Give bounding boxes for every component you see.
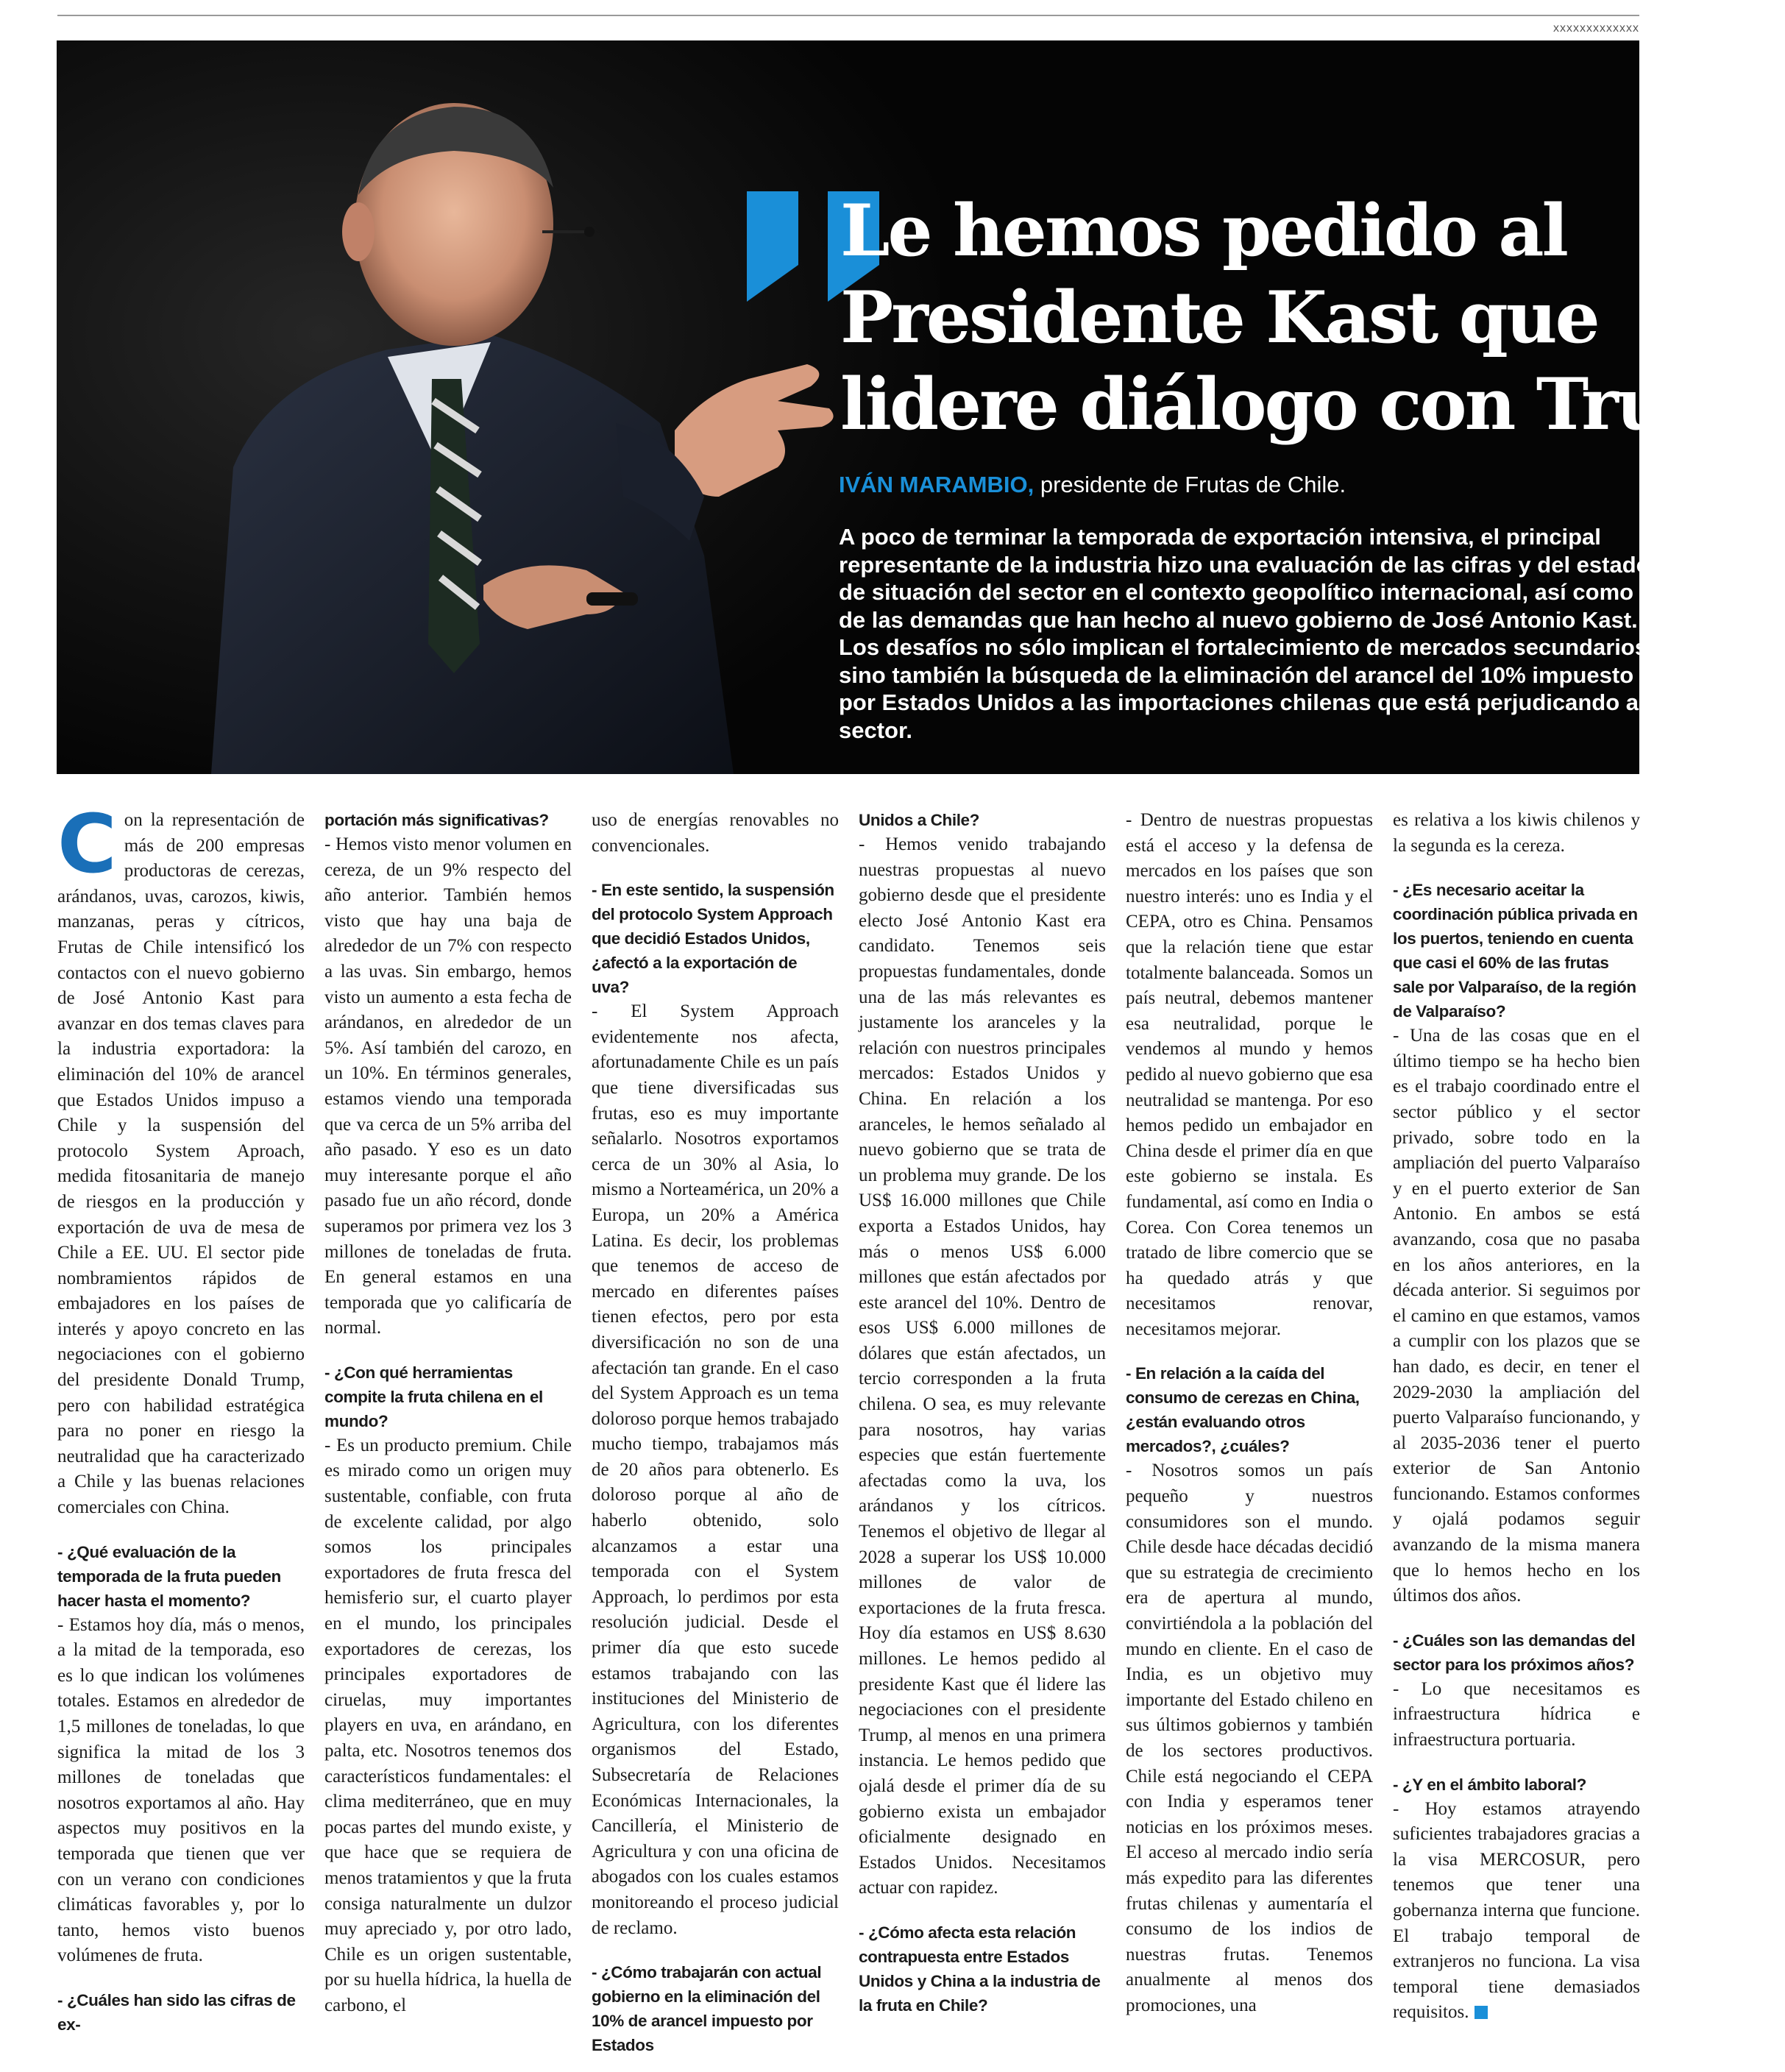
- question: - ¿Cuáles son las demandas del sector para los próximos años?: [1393, 1631, 1636, 1674]
- headline-line: Le hemos pedido al: [840, 189, 1566, 272]
- byline-name: IVÁN MARAMBIO,: [839, 472, 1035, 497]
- question: - ¿Cuáles han sido las cifras de ex-: [57, 1990, 296, 2034]
- answer: - Lo que necesitamos es infraestructura hídrica e infraestructura portuaria.: [1393, 1678, 1640, 1750]
- question: - En relación a la caída del consumo de cerezas en China, ¿están evaluando otros mercados?, ¿cuáles?: [1126, 1364, 1360, 1456]
- headline: [840, 188, 1785, 448]
- answer: - Dentro de nuestras propuestas está el acceso y la defensa de mercados en los países que son nuestro interés: uno es India y el CEPA, otro es China. Pensamos que la relación tiene que estar totalmente balanceada. Somos un país neutral, debemos mantener esa neutralidad, porque le vendemos al mundo y hemos pedido al nuevo gobierno que esa neutralidad se mantenga. Por eso hemos pedido un embajador en China desde el primer día en que este gobierno se instala. Es fundamental, así como en India o Corea. Con Corea tenemos un tratado de libre comercio que se ha quedado atrás y que necesitamos renovar, necesitamos mejorar.: [1126, 810, 1373, 1339]
- answer-continued: uso de energías renovables no convencionales.: [592, 810, 839, 856]
- answer: - Nosotros somos un país pequeño y nuestros consumidores son el mundo. Chile desde hace décadas decidió que su estrategia de crecimiento era de apertura al mundo, convirtiéndola a la población del mundo en cliente. En el caso de India, es un objetivo muy importante del Estado chileno en sus últimos gobiernos y también de los sectores productivos. Chile está negociando el CEPA con India y esperamos tener noticias en los próximos meses. El acceso al mercado indio sería más expedito para las diferentes frutas chilenas y aumentaría el consumo de los indios de nuestras frutas. Tenemos anualmente al menos dos promociones, una: [1126, 1461, 1373, 2015]
- hero-banner: [57, 40, 1785, 774]
- answer-text: - Hoy estamos atrayendo suficientes trabajadores gracias a la visa MERCOSUR, pero tenemos que tener una gobernanza interna que funcione. El trabajo temporal de extranjeros no funciona. La visa temporal tiene demasiados requisitos.: [1393, 1798, 1640, 2023]
- column-2: [324, 808, 572, 2019]
- answer: - Hemos venido trabajando nuestras propuestas al nuevo gobierno desde que el presidente electo José Antonio Kast era candidato. Tenemos seis propuestas fundamentales, donde una de las más relevantes es justamente los aranceles y la relación con nuestros principales mercados: Estados Unidos y China. En relación a los aranceles, le hemos señalado al nuevo gobierno que se trata de un problema muy grande. De los US$ 16.000 millones que Chile exporta a Estados Unidos, hay más o menos US$ 6.000 millones que están afectados por este arancel del 10%. Dentro de esos US$ 6.000 millones de dólares que están afectados, un tercio corresponden a la fruta chilena. O sea, es muy relevante para nosotros, hay varias especies que están fuertemente afectadas como la uva, los arándanos y los cítricos. Tenemos el objetivo de llegar al 2028 a superar los US$ 10.000 millones de valor de exportaciones de la fruta fresca. Hoy día estamos en US$ 8.630 millones. Le hemos pedido al presidente Kast que él lidere las negociaciones con el presidente Trump, al menos en una primera instancia. Le hemos pedido que ojalá desde el primer día de su gobierno exista un embajador oficialmente designado en Estados Unidos. Necesitamos actuar con rapidez.: [859, 834, 1106, 1898]
- answer-continued: es relativa a los kiwis chilenos y la segunda es la cereza.: [1393, 810, 1640, 856]
- column-4: [859, 808, 1106, 2018]
- byline-role: presidente de Frutas de Chile.: [1034, 472, 1346, 497]
- question: - ¿Con qué herramientas compite la fruta chilena en el mundo?: [324, 1363, 543, 1430]
- question: - ¿Y en el ámbito laboral?: [1393, 1775, 1586, 1794]
- top-rule: [57, 15, 1639, 16]
- answer: - Es un producto premium. Chile es mirado como un origen muy sustentable, confiable, con fruta de excelente calidad, por algo somos los principales exportadores de fruta fresca del hemisferio sur, el cuarto player en el mundo, los principales exportadores de cerezas, los principales exportadores de ciruelas, muy importantes players en uva, en arándano, en palta, etc. Nosotros tenemos dos característicos fundamentales: el clima mediterráneo, que en muy pocas partes del mundo existe, y que hace que se requiera de menos tratamientos y que la fruta consiga naturalmente un dulzor muy apreciado y, por otro lado, Chile es un origen sustentable, por su huella hídrica, la huella de carbono, el: [324, 1435, 572, 2015]
- answer: - Una de las cosas que en el último tiempo se ha hecho bien es el trabajo coordinado entre el sector público y el sector privado, sobre todo en la ampliación del puerto Valparaíso y en el puerto exterior de San Antonio. En ambos se está avanzando, cosa que no pasaba en los años anteriores, en la década anterior. Si seguimos por el camino en que estamos, vamos a cumplir con los plazos que se han dado, es decir, en tener el 2029-2030 la ampliación del puerto Valparaíso funcionando, y al 2035-2036 tener el puerto exterior de San Antonio funcionando. Estamos conformes y ojalá podamos seguir avanzando de la misma manera que lo hemos hecho en los últimos dos años.: [1393, 1026, 1640, 1606]
- question-continued: Unidos a Chile?: [859, 811, 980, 829]
- article-body: [57, 797, 1640, 2059]
- intro-text: on la representación de más de 200 empresas productoras de cerezas, arándanos, uvas, carozos, kiwis, manzanas, peras y cítricos, Frutas de Chile intensificó los contactos con el nuevo gobierno de José Antonio Kast para avanzar en dos temas claves para la industria exportadora: la eliminación del 10% de arancel que Estados Unidos impuso a Chile y la suspensión del protocolo System Aproach, medida fitosanitaria de manejo de riesgos en la producción y exportación de uva de mesa de Chile a EE. UU. El sector pide nombramientos rápidos de embajadores en los países de interés y apoyo concreto en las negociaciones con el gobierno del presidente Donald Trump, pero con habilidad estratégica para no poner en riesgo la neutralidad que ha caracterizado a Chile y las buenas relaciones comerciales con China.: [57, 810, 305, 1518]
- question: - ¿Qué evaluación de la temporada de la fruta pueden hacer hasta el momento?: [57, 1542, 281, 1610]
- column-5: [1126, 808, 1373, 2019]
- answer: [1393, 1797, 1640, 2026]
- page-code: xxxxxxxxxxxxx: [1553, 22, 1639, 35]
- question: - En este sentido, la suspensión del protocolo System Approach que decidió Estados Unidos, ¿afectó a la exportación de uva?: [592, 881, 834, 997]
- question: - ¿Cómo afecta esta relación contrapuesta entre Estados Unidos y China a la industria de la fruta en Chile?: [859, 1923, 1101, 2015]
- end-mark-icon: [1475, 2006, 1488, 2019]
- headline-line: lidere diálogo con Trump: [840, 363, 1785, 446]
- question: - ¿Cómo trabajarán con actual gobierno en la eliminación del 10% de arancel impuesto por Estados: [592, 1963, 822, 2055]
- question: - ¿Es necesario aceitar la coordinación pública privada en los puertos, teniendo en cuenta que casi el 60% de las frutas sale por Valparaíso, de la región de Valparaíso?: [1393, 881, 1638, 1021]
- question-continued: portación más significativas?: [324, 811, 549, 829]
- column-3: [592, 808, 839, 2057]
- answer: - Estamos hoy día, más o menos, a la mitad de la temporada, eso es lo que indican los volúmenes totales. Estamos en alrededor de 1,5 millones de toneladas, lo que significa la mitad de los 3 millones de toneladas que nosotros exportamos al año. Hay aspectos muy positivos en la temporada que tienen que ver con un verano con condiciones climáticas favorables y, por lo tanto, hemos visto buenos volúmenes de fruta.: [57, 1614, 305, 1966]
- headline-line: Presidente Kast que: [840, 276, 1598, 359]
- lede: A poco de terminar la temporada de exportación intensiva, el principal representante de la industria hizo una evaluación de las cifras y del estado de situación del sector en el contexto geopolítico internacional, así como de las demandas que han hecho al nuevo gobierno de José Antonio Kast. Los desafíos no sólo implican el fortalecimiento de mercados secundarios sino también la búsqueda de la eliminación del arancel del 10% impuesto por Estados Unidos a las importaciones chilenas que está perjudicando al sector.: [839, 524, 1650, 743]
- answer: - El System Approach evidentemente nos afecta, afortunadamente Chile es un país que tiene diversificadas sus frutas, eso es muy importante señalarlo. Nosotros exportamos cerca de un 30% al Asia, lo mismo a Norteamérica, un 20% a Europa, un 20% a América Latina. Es decir, los problemas que tenemos de acceso de mercado en diferentes países tienen efectos, pero por esta diversificación no son de una afectación tan grande. En el caso del System Approach es un tema doloroso porque hemos trabajado mucho tiempo, trabajamos más de 20 años para obtenerlo. Es doloroso porque al año de haberlo obtenido, solo alcanzamos a estar una temporada con el System Approach, lo perdimos por esta resolución judicial. Desde el primer día que esto sucede estamos trabajando con las instituciones del Ministerio de Agricultura, con los diferentes organismos del Estado, Subsecretaría de Relaciones Económicas Internacionales, la Cancillería, el Ministerio de Agricultura y con una oficina de abogados con los cuales estamos monitoreando el proceso judicial de reclamo.: [592, 1001, 839, 1938]
- answer: - Hemos visto menor volumen en cereza, de un 9% respecto del año anterior. También hemos visto que hay una baja de alrededor de un 7% con respecto a las uvas. Sin embargo, hemos visto un aumento a esta fecha de arándanos, en alrededor de un 5%. Así también del carozo, en un 10%. En términos generales, estamos viendo una temporada que va cerca de un 5% arriba del año pasado. Y eso es un dato muy interesante porque el año pasado fue un año récord, donde superamos por primera vez los 3 millones de toneladas de fruta. En general estamos en una temporada que yo calificaría de normal.: [324, 834, 572, 1338]
- dropcap: C: [57, 797, 117, 891]
- column-1: [57, 797, 305, 2037]
- intro-paragraph: [57, 797, 305, 1521]
- column-6: [1393, 808, 1640, 2026]
- byline: [839, 472, 1346, 498]
